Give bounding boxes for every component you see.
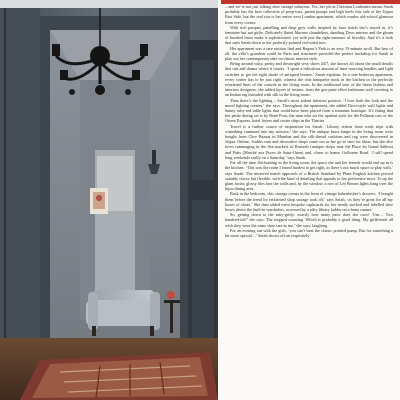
paragraph: Travel is a further source of inspiration for Sarah. ‘Library retreat from work trips with something crammed into my suitcase,’ she says. The antique brass lamps in the living room were bought from Chor Bazaar in Mumbai and the silk-thread cushions and rug were discovered in Jaipur. Online, 1stdibs.com and decorative shops come out as her go-to sites for ideas, but she also loves rummaging in the flea markets of Brussels (antique shops near the Place du Grand Sablon) and Paris (Marché aux Puces de Saint-Ouen) and, closer to home, Golborne Road. ‘I still spend long weekends really on a Saturday,’ says Sarah.: [225, 123, 393, 160]
article-panel: [218, 0, 400, 400]
paragraph: Being around witty, pretty and downright sexy shoes 24/7, she knows all about the small details that can add drama where it counts. ‘I spent a ridiculous amount of time sourcing handles and light switches to get the right shade of antiqued bronze,’ Sarah explains. In a one-bedroom apartment, every corner has to be just right: witness the chic banquette nook in the kitchen or the perfectly restrained lines of the console in the living room. In the traditional vein of the finest fashion and interiors designers, she added layers of texture, from the geo-print-effect bathroom wall covering to an Indian rug threaded with silk in the living room.: [225, 61, 393, 98]
paragraph: So, getting down to the nitty-gritty: exactly how many pairs does she own? ‘Um… Two hundred-ish?’ she says. The stopped counting. Which is probably a good thing. My girlfriends all wish they were the same shoe size as me,’ she says, laughing.: [225, 212, 393, 228]
paragraph: Back in the bedroom, chic storage comes in the form of vintage haberdasher’s drawers. ‘I bought them before the trend for reclaimed shop storage took off,’ says Sarah, ‘as they’re great for all my boxes of shoes.’ She then added extra bespoke cupboards for her neatly stacked and labelled shoe boxes above the built-in wardrobes, accessed by a nifty library ladder on a brass runner.: [225, 191, 393, 212]
paragraph: – and we’re not just talking shoe storage solutions. Yes, her job at Christian Louboutin means Sarah probably has the best collection of peep-toes, patent pumps and high heels this side of the Upper East Side, but the real star is her entire west London apartment, which exudes old-school glamour from every corner.: [225, 4, 393, 25]
paragraph: For all the time flat-hunting in the living room, the space she and her friends would end up in is the kitchen. ‘This was the room I found hardest to get right, as there’s not much space to play with,’ says Sarah. The mirrored match approach of a British Standard by Plain English kitchen proved suitably classy but flexible, with the kind of detailing that appeals to her preference most. To up the glam factor, glossy tiles line the walls and, by the window, a row of Lee Broom lights hang over the bijou dining area.: [225, 160, 393, 192]
paragraph: Then there’s the lighting – Sarah’s most ardent interiors passion. ‘I love both the look and the mood lighting creates,’ she says. Throughout the apartment, she added Deco-style wall lights and dainty ruby-red table lights that could have been placed from a romantic boutique. It’s fitting that her petite dining set is by René Prou, the man who set the opulent style for the Pullman cars of the Orient Express, hotel foyers and cruise ships in the Thirties.: [225, 97, 393, 124]
article-body: [225, 4, 393, 400]
paragraph: With rich parquet, panelling and deep grey walls inspired by luxe hotels she’s stayed in, it’s feminine but not girlie. Delicately fluted Murano chandeliers, dazzling Deco mirrors and the gleam of brushed brass make it sophisticated, yet with just the right measure of frivolity. And it’s a look that suits Sarah down to her perfectly pointed red-soled toes.: [225, 24, 393, 46]
paragraph: Her apartment was a rare auction find and Regent’s Park is an easy 15-minute stroll. But best of all, the villa’s grandeur could be Paris and structures provided the perfect backdrop for Sarah to play out her contemporary take on classic interior style.: [225, 45, 393, 62]
paragraph: For an evening out with the girls, ‘you can’t beat the classic pointed pump. But for something a bit more special…’ Sarah shows off an exquisitely: [225, 227, 393, 238]
